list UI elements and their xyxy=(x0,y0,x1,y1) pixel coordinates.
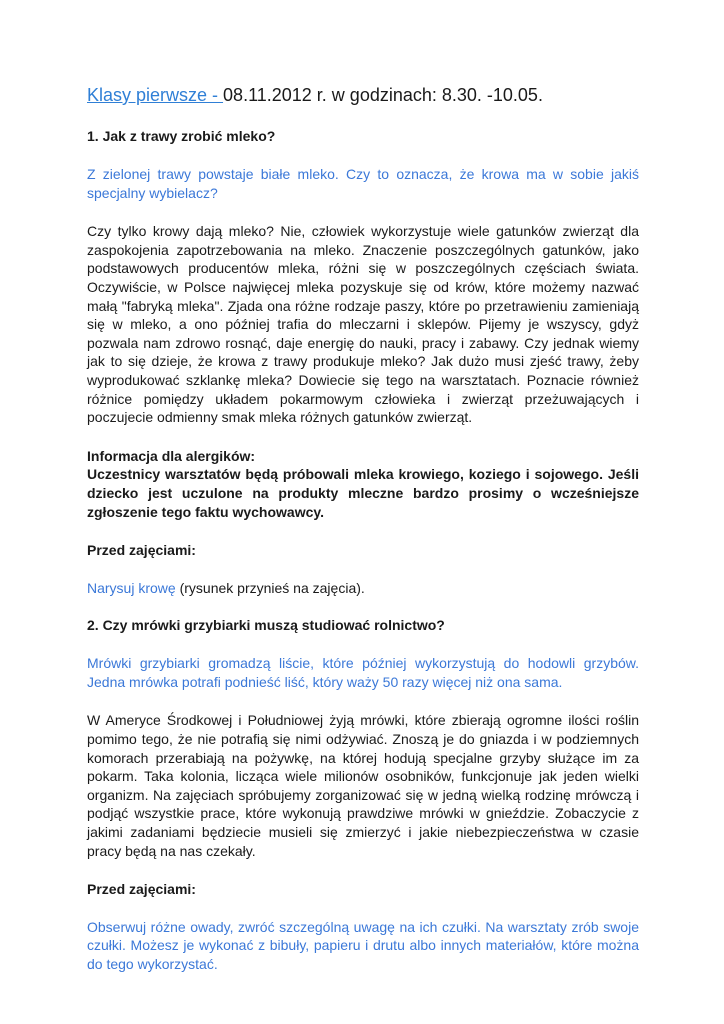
allergy-title: Informacja dla alergików: xyxy=(87,447,256,464)
document-title xyxy=(87,84,639,106)
section2-before-text: Obserwuj różne owady, zwróć szczególną uwagę na ich czułki. Na warsztaty zrób swoje czułki. Możesz je wykonać z bibuły, papieru i drutu albo innych materiałów, które można do tego wykorzystać. xyxy=(87,918,639,972)
title-date-time: 08.11.2012 r. w godzinach: 8.30. -10.05. xyxy=(223,85,543,105)
section1-body: Czy tylko krowy dają mleko? Nie, człowiek wykorzystuje wiele gatunków zwierząt dla zaspokojenia zapotrzebowania na mleko. Znaczenie poszczególnych gatunków, jako podstawowych producentów mleka, różni się w poszczególnych częściach świata. Oczywiście, w Polsce najwięcej mleka pozyskuje się od krów, które możemy nazwać małą "fabryką mleka". Zjada ona różne rodzaje paszy, które po przetrawieniu zamieniają się w mleko, a ono później trafia do mleczarni i sklepów. Pijemy je wszyscy, gdyż pozwala nam zdrowo rosnąć, daje energię do nauki, pracy i zabawy. Czy jednak wiemy jak to się dzieje, że krowa z trawy produkuje mleko? Jak dużo musi zjeść trawy, żeby wyprodukować szklankę mleka? Dowiecie się tego na warsztatach. Poznacie również różnice pomiędzy układem pokarmowym człowieka i zwierząt przeżuwających i poczujecie odmienny smak mleka różnych gatunków zwierząt. xyxy=(87,223,639,426)
document-page xyxy=(87,84,639,974)
before-note: (rysunek przynieś na zajęcia). xyxy=(175,579,365,596)
section2-intro: Mrówki grzybiarki gromadzą liście, które później wykorzystują do hodowli grzybów. Jedna mrówka potrafi podnieść liść, który waży 50 razy więcej niż ona sama. xyxy=(87,655,639,690)
section1-intro: Z zielonej trawy powstaje białe mleko. Czy to oznacza, że krowa ma w sobie jakiś specjalny wybielacz? xyxy=(87,166,639,201)
before-task: Narysuj krowę xyxy=(87,579,176,596)
section1-before-heading: Przed zajęciami: xyxy=(87,542,196,559)
section1-heading: 1. Jak z trawy zrobić mleko? xyxy=(87,128,276,144)
section2-before-heading: Przed zajęciami: xyxy=(87,881,196,898)
title-lead: Klasy pierwsze - xyxy=(87,85,224,105)
allergy-text: Uczestnicy warsztatów będą próbowali mleka krowiego, koziego i sojowego. Jeśli dziecko jest uczulone na produkty mleczne bardzo prosimy o wcześniejsze zgłoszenie tego faktu wychowawcy. xyxy=(87,466,639,520)
section2-body: W Ameryce Środkowej i Południowej żyją mrówki, które zbierają ogromne ilości roślin pomimo tego, że nie potrafią się nimi odżywiać. Znoszą je do gniazda i w podziemnych komorach przerabiają na pożywkę, na której hodują specjalne grzyby służące im za pokarm. Taka kolonia, licząca wiele milionów osobników, funkcjonuje jak jeden wielki organizm. Na zajęciach spróbujemy zorganizować się w jedną wielką rodzinę mrówczą i podjąć wszystkie prace, które wykonują prawdziwe mrówki w gnieździe. Zobaczycie z jakimi zadaniami będziecie musieli się zmierzyć i jakie niebezpieczeństwa w czasie pracy będą na nas czekały. xyxy=(87,712,639,859)
section2-heading: 2. Czy mrówki grzybiarki muszą studiować rolnictwo? xyxy=(87,617,445,634)
section1-before-line xyxy=(87,579,639,598)
